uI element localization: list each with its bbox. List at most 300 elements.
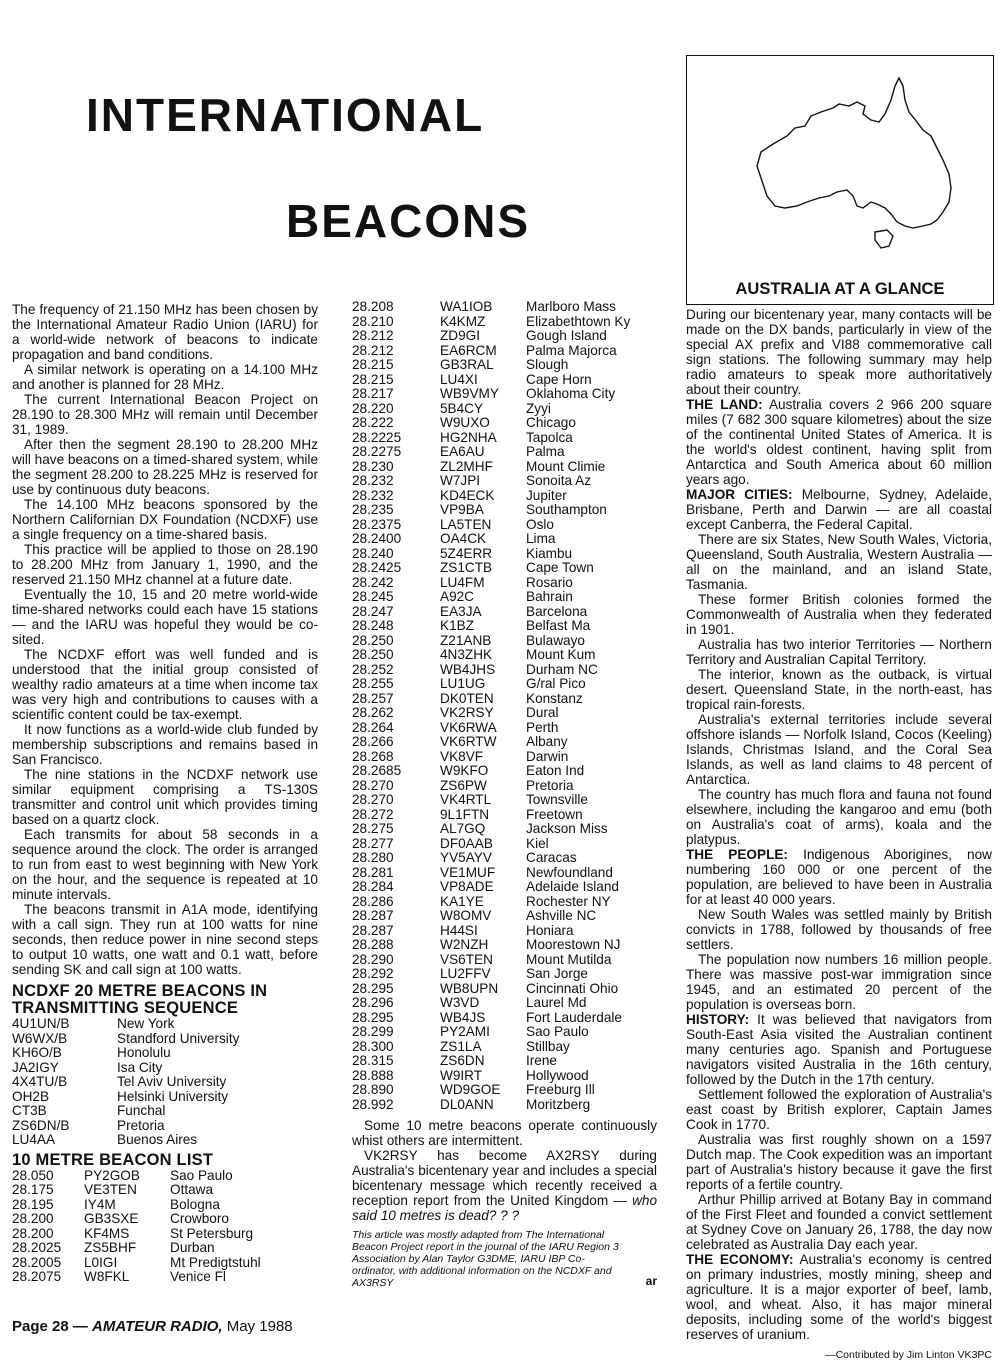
sidebar-credit: —Contributed by Jim Linton VK3PC bbox=[825, 1349, 992, 1361]
beacon-callsign: ZS6DN/B bbox=[12, 1117, 70, 1133]
table-row bbox=[352, 315, 657, 330]
table-row bbox=[352, 677, 657, 692]
beacon-location: Kiambu bbox=[526, 545, 573, 561]
table-row bbox=[352, 866, 657, 881]
beacon-location: Hollywood bbox=[526, 1067, 589, 1083]
article-paragraph: After then the segment 28.190 to 28.200 MHz will have beacons on a timed-shared system, while the segment 28.200 to 28.225 MHz is reserved for use by continuous duty beacons. bbox=[12, 437, 319, 497]
article-paragraph: Each transmits for about 58 seconds in a sequence around the clock. The order is arranged to run from east to west beginning with New York on the hour, and the sequence is repeated at 10 minute intervals. bbox=[12, 827, 318, 902]
article-paragraph: The nine stations in the NCDXF network use similar equipment comprising a TS-130S transmitter and control unit which provides timing based on a quartz clock. bbox=[12, 767, 318, 827]
beacon-location: Tel Aviv University bbox=[117, 1074, 227, 1089]
table-row bbox=[352, 605, 657, 620]
sidebar-paragraph-text: During our bicentenary year, many contacts will be made on the DX bands, particularly in view of the special AX prefix and VI88 commemorative call sign stations. The following summary may help radio amateurs to speak more authoritatively about their country. bbox=[686, 307, 992, 397]
beacon-callsign: ZS6PW bbox=[440, 777, 487, 793]
sidebar-paragraph bbox=[686, 397, 992, 487]
sidebar-paragraph bbox=[686, 637, 992, 667]
middle-paragraph: Some 10 metre beacons operate continuously whist others are intermittent. bbox=[352, 1118, 657, 1148]
beacon-location: Sao Paulo bbox=[170, 1167, 233, 1183]
beacon-frequency: 28.248 bbox=[352, 618, 394, 633]
beacon-frequency: 28.050 bbox=[12, 1167, 54, 1183]
table-row bbox=[352, 851, 657, 866]
beacon-frequency: 28.287 bbox=[352, 922, 394, 938]
table-row bbox=[12, 1270, 318, 1285]
beacon-frequency: 28.888 bbox=[352, 1067, 394, 1083]
table-row bbox=[352, 329, 657, 344]
beacon-frequency: 28.280 bbox=[352, 850, 394, 865]
beacon-frequency: 28.247 bbox=[352, 603, 394, 619]
sidebar-paragraph-text: Australia's economy is centred on primary industries, mostly mining, sheep and agriculture. It is a major exporter of beef, lamb, wool, and wheat. Also, it has major mineral deposits, including some of the world's biggest reserves of uranium. bbox=[686, 1252, 992, 1342]
beacon-frequency: 28.992 bbox=[352, 1096, 394, 1112]
beacon-callsign: LA5TEN bbox=[440, 516, 492, 532]
beacon-location: Funchal bbox=[117, 1103, 166, 1118]
footer-date: May 1988 bbox=[226, 1318, 293, 1335]
beacon-location: Elizabethtown Ky bbox=[526, 313, 631, 329]
beacon-location: G/ral Pico bbox=[526, 676, 586, 691]
beacon-frequency: 28.290 bbox=[352, 951, 394, 967]
table-row bbox=[352, 1098, 657, 1113]
table-row bbox=[12, 1256, 318, 1271]
middle-italic: who said 10 metres is dead? ? ? bbox=[352, 1193, 658, 1223]
beacon-location: Sonoita Az bbox=[526, 473, 591, 488]
beacon-location: Irene bbox=[526, 1053, 557, 1068]
beacon-location: Mount Climie bbox=[526, 458, 606, 474]
footer-magazine: AMATEUR RADIO, bbox=[92, 1318, 223, 1335]
beacon-callsign: KA1YE bbox=[440, 893, 484, 909]
sidebar-paragraph bbox=[686, 907, 992, 952]
beacon-frequency: 28.2005 bbox=[12, 1254, 62, 1270]
beacon-frequency: 28.240 bbox=[352, 545, 394, 561]
sidebar-paragraph bbox=[686, 487, 992, 532]
beacon-location: Helsinki University bbox=[117, 1088, 229, 1104]
beacon-table bbox=[352, 300, 657, 1112]
table-row bbox=[352, 402, 657, 417]
table-row bbox=[352, 793, 657, 808]
beacon-callsign: CT3B bbox=[12, 1103, 47, 1118]
table-row bbox=[352, 1011, 657, 1026]
beacon-location: Gough Island bbox=[526, 328, 607, 343]
table-row bbox=[352, 880, 657, 895]
table-row bbox=[352, 503, 657, 518]
beacon-location: Eaton Ind bbox=[526, 763, 585, 778]
beacon-callsign: DL0ANN bbox=[440, 1096, 494, 1112]
beacon-location: Crowboro bbox=[170, 1211, 229, 1226]
beacon-callsign: WA1IOB bbox=[440, 299, 493, 314]
article-paragraph: The 14.100 MHz beacons sponsored by the Northern Californian DX Foundation (NCDXF) use a single frequency on a time-shared basis. bbox=[12, 497, 318, 542]
beacon-location: Zyyi bbox=[526, 400, 551, 416]
table-row bbox=[352, 764, 657, 779]
table-row bbox=[12, 1032, 318, 1047]
australia-map-box bbox=[686, 55, 994, 305]
beacon-location: Fort Lauderdale bbox=[526, 1009, 622, 1025]
beacon-frequency: 28.292 bbox=[352, 966, 394, 981]
table-row bbox=[352, 706, 657, 721]
beacon-callsign: IY4M bbox=[84, 1196, 116, 1212]
beacon-location: Perth bbox=[526, 719, 559, 735]
beacon-callsign: HG2NHA bbox=[440, 429, 497, 445]
beacon-frequency: 28.270 bbox=[352, 777, 394, 793]
table-row bbox=[352, 460, 657, 475]
beacon-location: Honolulu bbox=[117, 1045, 171, 1060]
beacon-callsign: 4U1UN/B bbox=[12, 1016, 70, 1031]
beacon-frequency: 28.2025 bbox=[12, 1240, 62, 1255]
beacon-location: Slough bbox=[526, 357, 569, 372]
table-row bbox=[352, 387, 657, 402]
table-row bbox=[352, 779, 657, 794]
beacon-callsign: EA6RCM bbox=[440, 342, 497, 358]
article-paragraph: The current International Beacon Project on 28.190 to 28.300 MHz will remain until December 31, 1989. bbox=[12, 392, 318, 437]
table-row bbox=[12, 1169, 318, 1184]
beacon-frequency: 28.232 bbox=[352, 473, 394, 488]
beacon-location: Isa City bbox=[117, 1059, 163, 1075]
beacon-location: Ottawa bbox=[170, 1182, 214, 1197]
article-paragraph: Eventually the 10, 15 and 20 metre world-wide time-shared networks could each have 15 stations — and the IARU was hopeful they would be co-sited. bbox=[12, 587, 318, 647]
table-row bbox=[352, 300, 657, 315]
beacon-frequency: 28.2075 bbox=[12, 1269, 62, 1284]
article-paragraph: The beacons transmit in A1A mode, identifying with a call sign. They run at 100 watts for nine seconds, then reduce power in nine second steps to output 10 watts, one watt and 0.1 watt, before sending SK and call sign at 100 watts. bbox=[12, 902, 318, 977]
beacon-frequency: 28.315 bbox=[352, 1053, 394, 1068]
sidebar-paragraph-text: Australia covers 2 966 200 square miles (7 682 300 square kilometres) about the size of the continental United States of America. It is the world's oldest continent, having split from Antarctica and South America about 60 million years ago. bbox=[686, 397, 992, 487]
beacon-frequency: 28.264 bbox=[352, 719, 394, 735]
table-row bbox=[352, 895, 657, 910]
beacon-callsign: W8FKL bbox=[84, 1269, 130, 1284]
table-row bbox=[352, 938, 657, 953]
beacon-callsign: VK6RTW bbox=[440, 734, 497, 749]
beacon-callsign: GB3SXE bbox=[84, 1211, 139, 1226]
beacon-callsign: W9KFO bbox=[440, 763, 489, 778]
sidebar-paragraph-text: Melbourne, Sydney, Adelaide, Brisbane, Perth and Darwin — are all coastal except Canberra, the Federal Capital. bbox=[686, 487, 992, 532]
section-lead: THE LAND: bbox=[686, 397, 763, 412]
beacon-callsign: AL7GQ bbox=[440, 821, 486, 836]
table-row bbox=[352, 648, 657, 663]
table-row bbox=[352, 1040, 657, 1055]
table-row bbox=[12, 1212, 318, 1227]
beacon-callsign: WD9GOE bbox=[440, 1082, 501, 1097]
beacon-location: Bologna bbox=[170, 1196, 220, 1212]
beacon-location: Rochester NY bbox=[526, 893, 611, 909]
sidebar-paragraph-text: The country has much flora and fauna not found elsewhere, including the kangaroo and emu (both on Australia's coat of arms), koala and the platypus. bbox=[686, 787, 992, 847]
beacon-location: Pretoria bbox=[526, 777, 574, 793]
beacon-location: Moorestown NJ bbox=[526, 937, 621, 952]
beacon-frequency: 28.215 bbox=[352, 357, 394, 372]
beacon-location: Laurel Md bbox=[526, 995, 587, 1010]
beacon-location: Adelaide Island bbox=[526, 879, 619, 894]
sidebar-paragraph-text: There are six States, New South Wales, Victoria, Queensland, South Australia, Western Australia — all on the mainland, and an island State, Tasmania. bbox=[686, 532, 992, 592]
article-paragraph: This practice will be applied to those on 28.190 to 28.200 MHz from January 1, 1990, and the reserved 21.150 MHz channel at a future date. bbox=[12, 542, 318, 587]
page-footer bbox=[12, 1318, 293, 1335]
table-row bbox=[352, 431, 657, 446]
beacon-location: Newfoundland bbox=[526, 864, 613, 880]
sidebar-paragraph bbox=[686, 1192, 992, 1252]
ncdxf-table bbox=[12, 1017, 318, 1148]
beacon-callsign: PY2AMI bbox=[440, 1024, 490, 1039]
map-caption: AUSTRALIA AT A GLANCE bbox=[735, 280, 945, 298]
beacon-location: Dural bbox=[526, 705, 559, 720]
beacon-frequency: 28.215 bbox=[352, 371, 394, 387]
table-row bbox=[352, 909, 657, 924]
beacon-location: Belfast Ma bbox=[526, 618, 591, 633]
table-row bbox=[352, 445, 657, 460]
sidebar-paragraph-text: Indigenous Aborigines, now numbering 160 000 or one percent of the population, are believed to have been in Australia for at least 40 000 years. bbox=[686, 847, 992, 907]
beacon-callsign: VK8VF bbox=[440, 748, 484, 764]
sidebar-paragraph-text: It was believed that navigators from South-East Asia visited the Australian continent many centuries ago. Spanish and Portuguese navigators visited Australia in the 16th century, followed by the Dutch in the 17th century. bbox=[686, 1012, 992, 1087]
beacon-callsign: W8OMV bbox=[440, 908, 492, 923]
beacon-callsign: EA3JA bbox=[440, 603, 482, 619]
beacon-callsign: JA2IGY bbox=[12, 1059, 59, 1075]
beacon-location: Caracas bbox=[526, 850, 577, 865]
beacon-callsign: WB4JS bbox=[440, 1009, 486, 1025]
sidebar-column bbox=[686, 307, 992, 1363]
beacon-frequency: 28.222 bbox=[352, 415, 394, 430]
beacon-callsign: W9UXO bbox=[440, 415, 490, 430]
beacon-location: Cape Horn bbox=[526, 371, 592, 387]
table-row bbox=[12, 1104, 318, 1119]
beacon-callsign: EA6AU bbox=[440, 444, 485, 459]
title-line-1: INTERNATIONAL bbox=[86, 89, 485, 141]
sidebar-paragraph-text: Settlement followed the exploration of Australia's east coast by British explorer, Captain James Cook in 1770. bbox=[686, 1087, 992, 1132]
table-row bbox=[12, 1061, 318, 1076]
beacon-location: Darwin bbox=[526, 748, 569, 764]
beacon-location: St Petersburg bbox=[170, 1225, 254, 1241]
beacon-frequency: 28.250 bbox=[352, 632, 394, 648]
beacon-callsign: ZS6DN bbox=[440, 1053, 485, 1068]
beacon-location: Palma Majorca bbox=[526, 342, 617, 358]
beacon-location: Oklahoma City bbox=[526, 386, 616, 401]
table-row bbox=[352, 808, 657, 823]
beacon-frequency: 28.220 bbox=[352, 400, 394, 416]
beacon-frequency: 28.299 bbox=[352, 1024, 394, 1039]
beacon-frequency: 28.252 bbox=[352, 661, 394, 677]
beacon-callsign: OA4CK bbox=[440, 531, 487, 546]
table-row bbox=[352, 837, 657, 852]
beacon-callsign: W6WX/B bbox=[12, 1030, 68, 1046]
beacon-callsign: GB3RAL bbox=[440, 357, 494, 372]
table-row bbox=[352, 590, 657, 605]
beacon-frequency: 28.284 bbox=[352, 879, 394, 894]
beacon-callsign: 5B4CY bbox=[440, 400, 484, 416]
beacon-callsign: LU4FM bbox=[440, 574, 485, 590]
beacon-callsign: DF0AAB bbox=[440, 835, 493, 851]
table-row bbox=[352, 344, 657, 359]
beacon-callsign: KH6O/B bbox=[12, 1045, 62, 1060]
beacon-frequency: 28.288 bbox=[352, 937, 394, 952]
section-lead: THE ECONOMY: bbox=[686, 1252, 794, 1267]
table-row bbox=[352, 924, 657, 939]
beacon-location: Bahrain bbox=[526, 589, 573, 604]
beacon-location: Townsville bbox=[526, 792, 588, 807]
beacon-callsign: VP9BA bbox=[440, 502, 484, 517]
beacon-callsign: W9IRT bbox=[440, 1067, 483, 1083]
beacon-location: Standford University bbox=[117, 1030, 240, 1046]
sidebar-paragraph bbox=[686, 592, 992, 637]
beacon-frequency: 28.210 bbox=[352, 313, 394, 329]
sidebar-paragraph bbox=[686, 952, 992, 1012]
table-row bbox=[352, 1069, 657, 1084]
beacon-frequency: 28.286 bbox=[352, 893, 394, 909]
beacon-callsign: ZL2MHF bbox=[440, 458, 493, 474]
beacon-callsign: KF4MS bbox=[84, 1225, 130, 1241]
sidebar-paragraph-text: Arthur Phillip arrived at Botany Bay in command of the First Fleet and founded a convict settlement at Sydney Cove on January 26, 1788, the day now celebrated as Australia Day each year. bbox=[686, 1192, 992, 1252]
table-row bbox=[352, 692, 657, 707]
section-lead: HISTORY: bbox=[686, 1012, 750, 1027]
beacon-frequency: 28.230 bbox=[352, 458, 394, 474]
ten-metre-heading: 10 METRE BEACON LIST bbox=[12, 1150, 214, 1169]
table-row bbox=[12, 1090, 318, 1105]
beacon-callsign: VK4RTL bbox=[440, 792, 492, 807]
beacon-callsign: 4X4TU/B bbox=[12, 1074, 68, 1089]
beacon-frequency: 28.270 bbox=[352, 792, 394, 807]
table-row bbox=[352, 953, 657, 968]
beacon-frequency: 28.295 bbox=[352, 980, 394, 996]
beacon-location: Freetown bbox=[526, 806, 583, 822]
beacon-frequency: 28.245 bbox=[352, 589, 394, 604]
beacon-callsign: ZS1LA bbox=[440, 1038, 482, 1054]
beacon-callsign: H44SI bbox=[440, 922, 478, 938]
beacon-callsign: LU2FFV bbox=[440, 966, 491, 981]
table-row bbox=[352, 996, 657, 1011]
beacon-location: Lima bbox=[526, 531, 556, 546]
beacon-callsign: A92C bbox=[440, 589, 475, 604]
beacon-frequency: 28.200 bbox=[12, 1225, 54, 1241]
table-row bbox=[352, 735, 657, 750]
sidebar-paragraph bbox=[686, 1012, 992, 1087]
table-row bbox=[352, 358, 657, 373]
beacon-location: Chicago bbox=[526, 415, 576, 430]
beacon-callsign: VE3TEN bbox=[84, 1182, 137, 1197]
beacon-location: Freeburg Ill bbox=[526, 1082, 595, 1097]
beacon-callsign: LU1UG bbox=[440, 676, 486, 691]
beacon-frequency: 28.295 bbox=[352, 1009, 394, 1025]
table-row bbox=[12, 1119, 318, 1134]
table-row bbox=[12, 1198, 318, 1213]
beacon-location: Durban bbox=[170, 1240, 215, 1255]
section-lead: MAJOR CITIES: bbox=[686, 487, 793, 502]
ncdxf-heading: NCDXF 20 METRE BEACONS IN TRANSMITTING SEQUENCE bbox=[12, 982, 268, 1017]
table-row bbox=[12, 1227, 318, 1242]
beacon-location: Ashville NC bbox=[526, 908, 597, 923]
beacon-callsign: WB9VMY bbox=[440, 386, 499, 401]
beacon-frequency: 28.2685 bbox=[352, 763, 402, 778]
beacon-frequency: 28.281 bbox=[352, 864, 394, 880]
table-row bbox=[352, 750, 657, 765]
beacon-frequency: 28.195 bbox=[12, 1196, 54, 1212]
table-row bbox=[352, 1025, 657, 1040]
beacon-frequency: 28.255 bbox=[352, 676, 394, 691]
beacon-location: Barcelona bbox=[526, 603, 588, 619]
article-paragraph: The NCDXF effort was well funded and is understood that the initial group consisted of wealthy radio amateurs at a time when income tax was very high and contributions to causes with a scientific content could be tax-exempt. bbox=[12, 647, 318, 722]
beacon-callsign: LU4XI bbox=[440, 371, 478, 387]
table-row bbox=[352, 982, 657, 997]
beacon-frequency: 28.262 bbox=[352, 705, 394, 720]
beacon-frequency: 28.300 bbox=[352, 1038, 394, 1054]
beacon-callsign: W3VD bbox=[440, 995, 480, 1010]
beacon-location: Stillbay bbox=[526, 1038, 570, 1054]
table-row bbox=[352, 547, 657, 562]
middle-paragraph bbox=[352, 1148, 657, 1223]
beacon-frequency: 28.296 bbox=[352, 995, 394, 1010]
australia-map-icon bbox=[687, 56, 993, 304]
beacon-location: Buenos Aires bbox=[117, 1132, 198, 1147]
table-row bbox=[12, 1017, 318, 1032]
beacon-frequency: 28.232 bbox=[352, 487, 394, 503]
sidebar-paragraph bbox=[686, 1132, 992, 1192]
beacon-callsign: Z21ANB bbox=[440, 632, 492, 648]
beacon-frequency: 28.2375 bbox=[352, 516, 402, 532]
table-row bbox=[352, 721, 657, 736]
beacon-callsign: VS6TEN bbox=[440, 951, 493, 967]
beacon-callsign: W2NZH bbox=[440, 937, 489, 952]
beacon-callsign: LU4AA bbox=[12, 1132, 56, 1147]
beacon-frequency: 28.277 bbox=[352, 835, 394, 851]
ten-metre-table bbox=[12, 1169, 318, 1285]
beacon-callsign: W7JPI bbox=[440, 473, 481, 488]
beacon-callsign: 9L1FTN bbox=[440, 806, 490, 822]
beacon-location: Bulawayo bbox=[526, 632, 585, 648]
beacon-frequency: 28.268 bbox=[352, 748, 394, 764]
beacon-location: Mount Kum bbox=[526, 647, 596, 662]
sidebar-paragraph-text: These former British colonies formed the Commonwealth of Australia when they federated in 1901. bbox=[686, 592, 992, 637]
beacon-location: Durham NC bbox=[526, 661, 598, 677]
beacon-frequency: 28.275 bbox=[352, 821, 394, 836]
beacon-frequency: 28.235 bbox=[352, 502, 394, 517]
beacon-location: Kiel bbox=[526, 835, 549, 851]
beacon-location: Cape Town bbox=[526, 560, 594, 575]
beacon-callsign: VK6RWA bbox=[440, 719, 497, 735]
beacon-frequency: 28.266 bbox=[352, 734, 394, 749]
table-row bbox=[352, 634, 657, 649]
sidebar-paragraph bbox=[686, 847, 992, 907]
beacon-frequency: 28.890 bbox=[352, 1082, 394, 1097]
table-row bbox=[352, 1083, 657, 1098]
beacon-location: Palma bbox=[526, 444, 565, 459]
beacon-callsign: ZS1CTB bbox=[440, 560, 493, 575]
beacon-location: Mount Mutilda bbox=[526, 951, 612, 967]
beacon-callsign: PY2GOB bbox=[84, 1167, 140, 1183]
beacon-callsign: WB4JHS bbox=[440, 661, 496, 677]
table-row bbox=[352, 663, 657, 678]
sidebar-paragraph bbox=[686, 307, 992, 397]
beacon-callsign: ZS5BHF bbox=[84, 1240, 137, 1255]
table-row bbox=[352, 619, 657, 634]
sidebar-paragraph-text: The interior, known as the outback, is virtual desert. Queensland State, in the north-east, has tropical rain-forests. bbox=[686, 667, 992, 712]
sidebar-paragraph bbox=[686, 1087, 992, 1132]
beacon-frequency: 28.2275 bbox=[352, 444, 402, 459]
middle-paragraph-text: VK2RSY has become AX2RSY during Australia's bicentenary year and includes a special bicentenary message which recently received a reception report from the United Kingdom — bbox=[352, 1148, 657, 1208]
beacon-location: Mt Predigtstuhl bbox=[170, 1254, 261, 1270]
table-row bbox=[352, 561, 657, 576]
beacon-callsign: 4N3ZHK bbox=[440, 647, 493, 662]
beacon-location: San Jorge bbox=[526, 966, 588, 981]
table-row bbox=[352, 416, 657, 431]
beacon-callsign: DK0TEN bbox=[440, 690, 494, 706]
beacon-frequency: 28.287 bbox=[352, 908, 394, 923]
footer-page: Page 28 — bbox=[12, 1318, 88, 1335]
beacon-frequency: 28.175 bbox=[12, 1182, 54, 1197]
sidebar-paragraph bbox=[686, 787, 992, 847]
article-body bbox=[12, 302, 318, 977]
beacon-location: Tapolca bbox=[526, 429, 573, 445]
middle-column bbox=[352, 300, 657, 1289]
beacon-callsign: ZD9GI bbox=[440, 328, 481, 343]
beacon-location: Oslo bbox=[526, 516, 554, 532]
beacon-frequency: 28.257 bbox=[352, 690, 394, 706]
beacon-frequency: 28.2400 bbox=[352, 531, 402, 546]
beacon-callsign: 5Z4ERR bbox=[440, 545, 493, 561]
beacon-callsign: VE1MUF bbox=[440, 864, 496, 880]
beacon-location: Pretoria bbox=[117, 1117, 165, 1133]
beacon-location: Jackson Miss bbox=[526, 821, 608, 836]
beacon-callsign: K4KMZ bbox=[440, 313, 486, 329]
sidebar-paragraph-text: The population now numbers 16 million people. There was massive post-war immigration since 1945, and an estimated 20 percent of the population is overseas born. bbox=[686, 952, 992, 1012]
source-note: This article was mostly adapted from The International Beacon Project report in the journal of the IARU Region 3 Association by Alan Taylor G3DME, IARU IBP Co-ordinator, with additional information on the NCDXF and AX3RSY bbox=[352, 1229, 619, 1289]
